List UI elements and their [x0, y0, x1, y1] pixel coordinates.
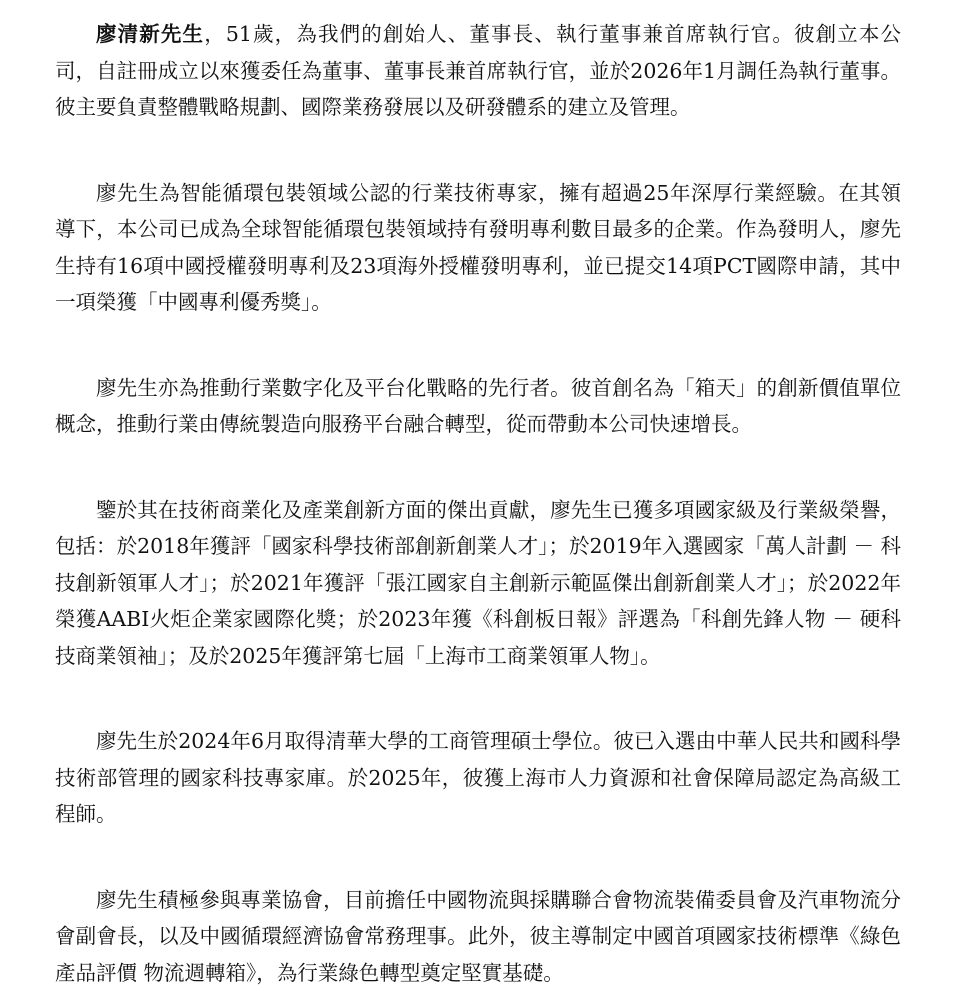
document-body	[55, 16, 901, 991]
paragraph-text: ，51歲，為我們的創始人、董事長、執行董事兼首席執行官。彼創立本公司，自註冊成立以來獲委任為董事、董事長兼首席執行官，並於2026年1月調任為執行董事。彼主要負責整體戰略規劃、國際業務發展以及研發體系的建立及管理。	[55, 22, 901, 119]
paragraph-expertise: 廖先生為智能循環包裝領域公認的行業技術專家，擁有超過25年深厚行業經驗。在其領導下，本公司已成為全球智能循環包裝領域持有發明專利數目最多的企業。作為發明人，廖先生持有16項中國授權發明專利及23項海外授權發明專利，並已提交14項PCT國際申請，其中一項榮獲「中國專利優秀獎」。	[55, 175, 901, 321]
paragraph-intro	[55, 16, 901, 126]
paragraph-associations: 廖先生積極參與專業協會，目前擔任中國物流與採購聯合會物流裝備委員會及汽車物流分會副會長，以及中國循環經濟協會常務理事。此外，彼主導制定中國首項國家技術標準《綠色產品評價 物流週轉箱》，為行業綠色轉型奠定堅實基礎。	[55, 882, 901, 991]
paragraph-digitalization: 廖先生亦為推動行業數字化及平台化戰略的先行者。彼首創名為「箱天」的創新價值單位概念，推動行業由傳統製造向服務平台融合轉型，從而帶動本公司快速增長。	[55, 370, 901, 443]
paragraph-education: 廖先生於2024年6月取得清華大學的工商管理碩士學位。彼已入選由中華人民共和國科學技術部管理的國家科技專家庫。於2025年，彼獲上海市人力資源和社會保障局認定為高級工程師。	[55, 723, 901, 833]
paragraph-honors: 鑒於其在技術商業化及產業創新方面的傑出貢獻，廖先生已獲多項國家級及行業級榮譽，包括：於2018年獲評「國家科學技術部創新創業人才」；於2019年入選國家「萬人計劃 － 科技創新領軍人才」；於2021年獲評「張江國家自主創新示範區傑出創新創業人才」；於2022年榮獲AABI火炬企業家國際化獎；於2023年獲《科創板日報》評選為「科創先鋒人物 － 硬科技商業領袖」；及於2025年獲評第七屆「上海市工商業領軍人物」。	[55, 492, 901, 675]
person-name: 廖清新先生	[96, 22, 204, 46]
